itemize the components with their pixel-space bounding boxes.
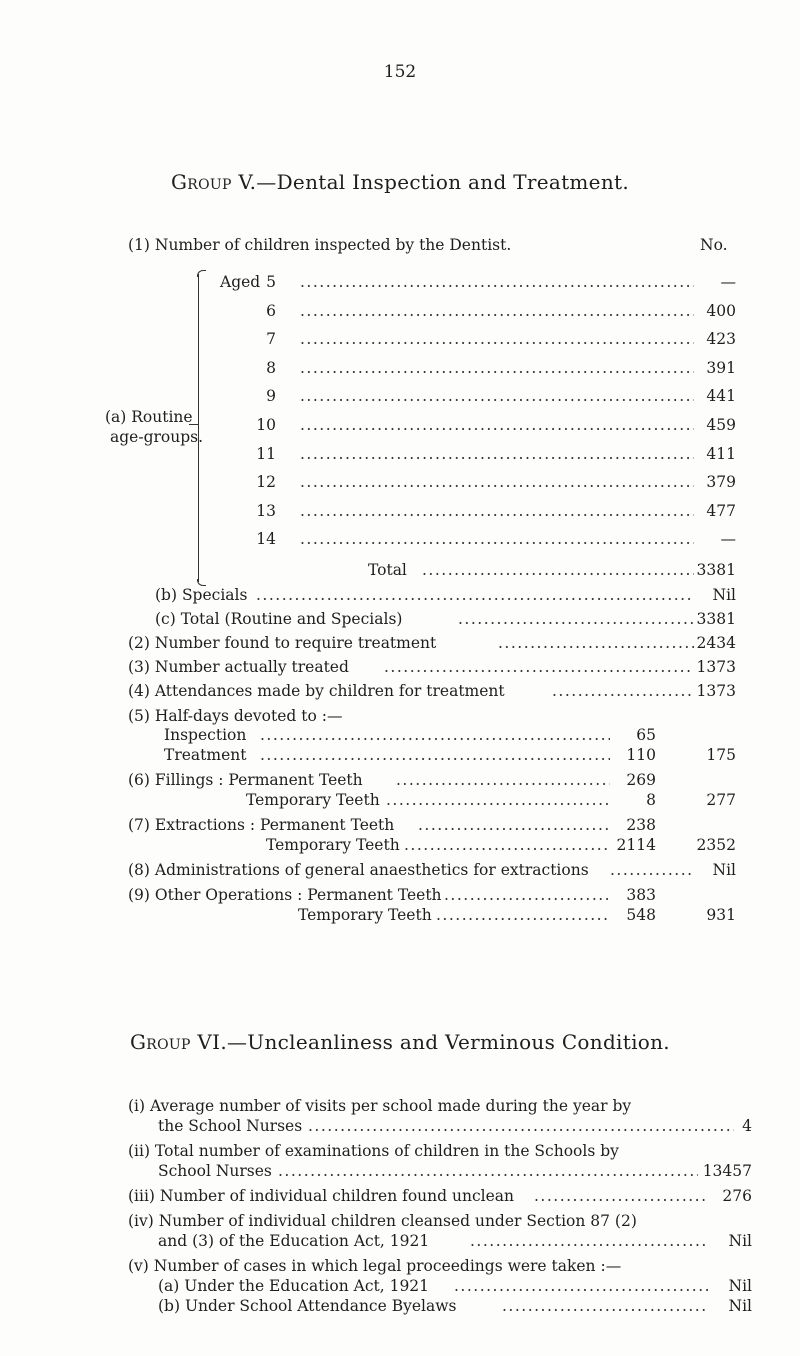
group-v-heading-title: V.—Dental Inspection and Treatment. xyxy=(238,170,629,194)
group-vi-iv-line1: (iv) Number of individual children cleansed under Section 87 (2) xyxy=(128,1212,637,1230)
specials-label: (b) Specials xyxy=(155,586,248,604)
item-9-label: (9) Other Operations : Permanent Teeth xyxy=(128,886,442,904)
item-7-permanent-value: 238 xyxy=(626,816,656,834)
group-v-heading xyxy=(0,170,800,194)
item-8-label: (8) Administrations of general anaesthetics for extractions xyxy=(128,861,589,879)
item-6-label: (6) Fillings : Permanent Teeth xyxy=(128,771,363,789)
item-9-total: 931 xyxy=(706,906,736,924)
age-count: 459 xyxy=(706,416,736,434)
dot-leader xyxy=(498,634,694,652)
age-label: 12 xyxy=(256,473,276,491)
dot-leader xyxy=(300,445,694,463)
dot-leader xyxy=(300,387,694,405)
dot-leader xyxy=(444,886,610,904)
dot-leader xyxy=(300,473,694,491)
age-label: 13 xyxy=(256,502,276,520)
dot-leader xyxy=(300,530,694,548)
item-3-value: 1373 xyxy=(696,658,736,676)
age-label: 8 xyxy=(266,359,276,377)
dot-leader xyxy=(454,1277,708,1295)
group-vi-ii-value: 13457 xyxy=(702,1162,752,1180)
item-7-label: (7) Extractions : Permanent Teeth xyxy=(128,816,395,834)
dot-leader xyxy=(300,273,694,291)
group-vi-vb-label: (b) Under School Attendance Byelaws xyxy=(158,1297,457,1315)
dot-leader xyxy=(386,791,610,809)
dot-leader xyxy=(300,330,694,348)
age-label: 10 xyxy=(256,416,276,434)
dot-leader xyxy=(300,502,694,520)
dot-leader xyxy=(308,1117,734,1135)
item-5-inspection-value: 65 xyxy=(636,726,656,744)
age-label: 9 xyxy=(266,387,276,405)
group-vi-heading-title: VI.—Uncleanliness and Verminous Condition. xyxy=(197,1030,670,1054)
aged-prefix: Aged xyxy=(220,273,261,291)
group-vi-va-label: (a) Under the Education Act, 1921 xyxy=(158,1277,430,1295)
total-routine-specials-label: (c) Total (Routine and Specials) xyxy=(155,610,403,628)
age-count: 477 xyxy=(706,502,736,520)
item-6-total: 277 xyxy=(706,791,736,809)
dot-leader xyxy=(278,1162,698,1180)
dot-leader xyxy=(552,682,694,700)
dot-leader xyxy=(458,610,694,628)
item-5-total: 175 xyxy=(706,746,736,764)
routine-brace-tick xyxy=(189,424,198,425)
item-6-temporary-label: Temporary Teeth xyxy=(246,791,380,809)
group-vi-heading xyxy=(0,1030,800,1054)
age-count: — xyxy=(720,530,736,548)
dot-leader xyxy=(256,586,694,604)
age-count: 379 xyxy=(706,473,736,491)
group-vi-va-value: Nil xyxy=(728,1277,752,1295)
dot-leader xyxy=(260,726,610,744)
age-count: 400 xyxy=(706,302,736,320)
routine-brace xyxy=(198,274,207,582)
item-9-permanent-value: 383 xyxy=(626,886,656,904)
page-number: 152 xyxy=(383,62,417,82)
age-count: 411 xyxy=(706,445,736,463)
dot-leader xyxy=(384,658,694,676)
routine-label-line2: age-groups. xyxy=(110,428,204,446)
group-vi-heading-group: Group xyxy=(130,1030,191,1054)
item-6-temporary-value: 8 xyxy=(646,791,656,809)
group-v-heading-group: Group xyxy=(171,170,232,194)
dot-leader xyxy=(422,561,694,579)
dot-leader xyxy=(300,359,694,377)
item-4-value: 1373 xyxy=(696,682,736,700)
routine-total-label: Total xyxy=(368,561,407,579)
item-4-label: (4) Attendances made by children for treatment xyxy=(128,682,505,700)
group-vi-iv-value: Nil xyxy=(728,1232,752,1250)
item-7-temporary-label: Temporary Teeth xyxy=(266,836,400,854)
item-8-value: Nil xyxy=(712,861,736,879)
specials-value: Nil xyxy=(712,586,736,604)
dot-leader xyxy=(470,1232,708,1250)
dot-leader xyxy=(404,836,610,854)
item-9-temporary-label: Temporary Teeth xyxy=(298,906,432,924)
routine-total-value: 3381 xyxy=(696,561,736,579)
age-count: — xyxy=(720,273,736,291)
group-vi-i-value: 4 xyxy=(742,1117,752,1135)
age-label: 14 xyxy=(256,530,276,548)
group-vi-ii-line1: (ii) Total number of examinations of children in the Schools by xyxy=(128,1142,619,1160)
dot-leader xyxy=(300,416,694,434)
item-3-label: (3) Number actually treated xyxy=(128,658,349,676)
total-routine-specials-value: 3381 xyxy=(696,610,736,628)
group-vi-iv-line2: and (3) of the Education Act, 1921 xyxy=(158,1232,430,1250)
age-label: 6 xyxy=(266,302,276,320)
age-count: 441 xyxy=(706,387,736,405)
group-vi-v-line1: (v) Number of cases in which legal proceedings were taken :— xyxy=(128,1257,622,1275)
column-header-no: No. xyxy=(700,236,728,254)
group-vi-ii-line2: School Nurses xyxy=(158,1162,272,1180)
item-5-inspection-label: Inspection xyxy=(164,726,247,744)
group-vi-i-line1: (i) Average number of visits per school made during the year by xyxy=(128,1097,632,1115)
group-vi-i-line2: the School Nurses xyxy=(158,1117,303,1135)
age-count: 423 xyxy=(706,330,736,348)
age-label: 5 xyxy=(266,273,276,291)
item-9-temporary-value: 548 xyxy=(626,906,656,924)
item-6-permanent-value: 269 xyxy=(626,771,656,789)
item-7-temporary-value: 2114 xyxy=(616,836,656,854)
group-vi-iii-value: 276 xyxy=(722,1187,752,1205)
dot-leader xyxy=(502,1297,708,1315)
item-5-label: (5) Half-days devoted to :— xyxy=(128,707,343,725)
dot-leader xyxy=(534,1187,708,1205)
item-2-label: (2) Number found to require treatment xyxy=(128,634,437,652)
dot-leader xyxy=(436,906,610,924)
age-label: 7 xyxy=(266,330,276,348)
routine-label-line1: (a) Routine xyxy=(105,408,193,426)
group-vi-iii-label: (iii) Number of individual children found unclean xyxy=(128,1187,515,1205)
item-2-value: 2434 xyxy=(696,634,736,652)
item-5-treatment-value: 110 xyxy=(626,746,656,764)
dot-leader xyxy=(396,771,610,789)
dot-leader xyxy=(260,746,610,764)
dot-leader xyxy=(418,816,610,834)
age-count: 391 xyxy=(706,359,736,377)
age-label: 11 xyxy=(256,445,276,463)
dot-leader xyxy=(300,302,694,320)
item-5-treatment-label: Treatment xyxy=(164,746,247,764)
item-7-total: 2352 xyxy=(696,836,736,854)
group-vi-vb-value: Nil xyxy=(728,1297,752,1315)
item-1-label: (1) Number of children inspected by the Dentist. xyxy=(128,236,512,254)
